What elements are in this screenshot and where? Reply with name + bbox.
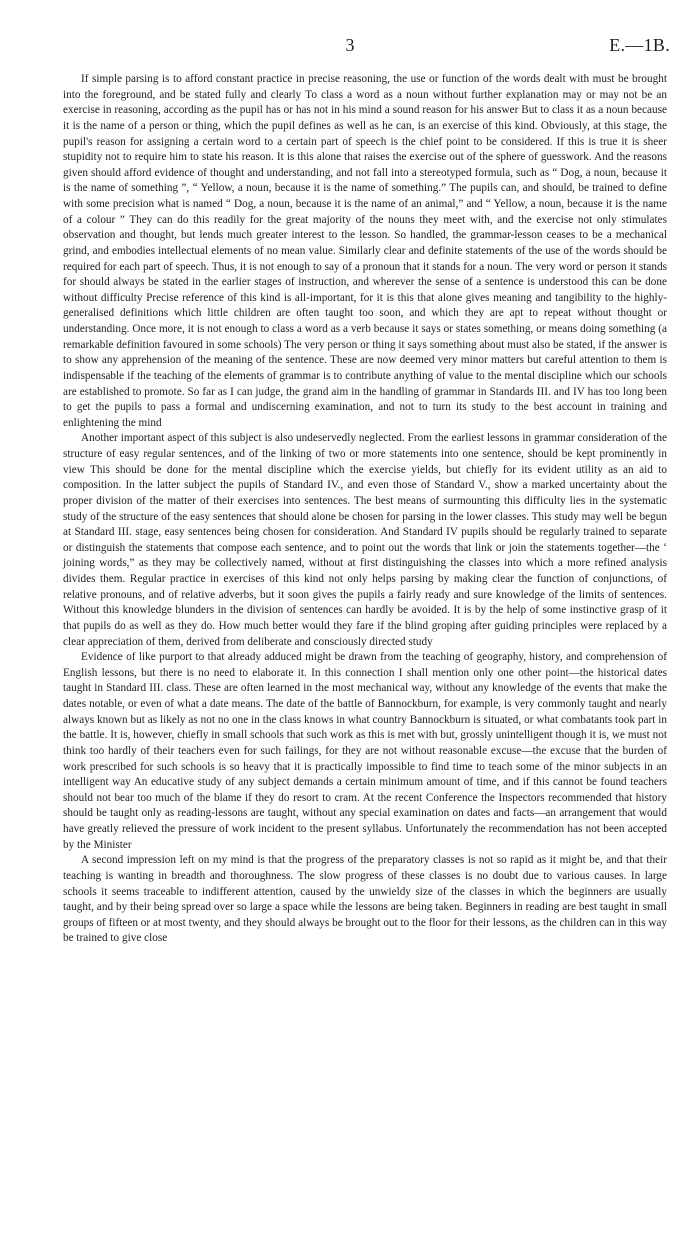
paragraph-parsing: If simple parsing is to afford constant practice in precise reasoning, the use or function of the words dealt with must be brought into the foreground, and be stated fully and clearly To class a word as a noun without further explanation may or may not be an exercise in reasoning, according as the pupil has or has not in his mind a sound reason for his answer But to class it as a noun because it is the name of a person or thing, which the pupil defines as well as he can, is an exercise of this kind. Obviously, at this stage, the pupil's reason for assigning a certain word to a certain part of speech is the chief point to be considered. If this is true it is sheer stupidity not to require him to state his reason. It is this alone that raises the exercise out of the sphere of guesswork. And the reasons given should afford evidence of thought and understanding, and not fall into a stereotyped formula, such as “ Dog, a noun, because it is the name of something ”, “ Yellow, a noun, because it is the name of something.” The pupils can, and should, be trained to define with some precision what is named “ Dog, a noun, because it is the name of an animal,” and “ Yellow, a noun, because it is the name of a colour ” They can do this readily for the great majority of the nouns they meet with, and the exercise not only stimulates observation and thought, but lends much greater interest to the lesson. So handled, the grammar-lesson ceases to be a mechanical grind, and embodies intellectual elements of no mean value. Similarly clear and definite statements of the use of the words should be required for each part of speech. Thus, it is not enough to say of a pronoun that it stands for a noun. The very word or person it stands for should always be stated in the earlier stages of instruction, and wherever the sense of a sentence is understood this can be done without difficulty Precise reference of this kind is all-important, for it is this that alone gives meaning and tangibility to the highly-generalised definitions which little children are often taught too soon, and which they are apt to repeat without thought or understanding. Once more, it is not enough to class a word as a verb because it says or states something, or means doing something (a remarkable definition favoured in some schools) The very person or thing it says something about must also be stated, if the answer is to show any apprehension of the meaning of the sentence. These are now deemed very minor matters but careful attention to them is indispensable if the teaching of the elements of grammar is to contribute anything of value to the mental discipline which our schools are established to promote. So far as I can judge, the grand aim in the handling of grammar in Standards III. and IV has too long been to get the pupils to pass a formal and undiscerning examination, and not to turn its study to the best account in training and enlightening the mind (63, 73, 667, 429)
page-header (0, 34, 700, 56)
document-reference: E.—1B. (609, 35, 670, 55)
paragraph-sentence-structure: Another important aspect of this subject is also undeservedly neglected. From the earliest lessons in grammar consideration of the structure of easy regular sentences, and of the linking of two or more statements into one sentence, should be kept prominently in view This should be done for the mental discipline which the exercise yields, but chiefly for its evident utility as an aid to composition. In the latter subject the pupils of Standard IV., and even those of Standard V., show a marked uncertainty about the proper division of the matter of their exercises into sentences. The best means of surmounting this difficulty lies in the systematic study of the structure of the easy sentences that should alone be chosen for parsing in the lower classes. This study may well be begun at Standard III. stage, easy sentences being chosen for consideration. And Standard IV pupils should be regularly trained to separate or distinguish the statements that compose each sentence, and to point out the words that link or join the statements together—the ‘ joining words,” as they may be collectively named, without at first distinguishing the classes into which a more refined analysis divides them. Regular practice in exercises of this kind not only helps parsing by making clear the function of conjunctions, of relative pronouns, and of relative adverbs, but it soon gives the pupils a fairly ready and sure knowledge of the limits of sentences. Without this knowledge blunders in the division of sentences can hardly be avoided. It is by the help of some instinctive grasp of it that pupils do as well as they do. How much better would they fare if the blind groping after guiding principles were replaced by a clear appreciation of them, derived from deliberate and consciously directed study (63, 432, 667, 648)
paragraph-preparatory-classes: A second impression left on my mind is that the progress of the preparatory classes is not so rapid as it might be, and that their teaching is wanting in breadth and thoroughness. The slow progress of these classes is no doubt due to various causes. In large schools it seems traceable to indifferent attention, caused by the unwieldy size of the classes in which the beginners are usually taught, and by their being spread over so large a space while the lessons are being taken. Beginners in reading are best taught in small groups of fifteen or at most twenty, and they should always be brought out to the floor for their lessons, as the children can in this way be trained to give close (63, 854, 667, 945)
page-number: 3 (345, 35, 355, 55)
paragraph-history-dates: Evidence of like purport to that already adduced might be drawn from the teaching of geography, history, and comprehension of English lessons, but there is no need to elaborate it. In this connection I shall mention only one other point—the historical dates taught in Standard III. class. These are often learned in the most mechanical way, without any knowledge of the events that make the dates notable, or even of what a date means. The date of the battle of Bannockburn, for example, is very commonly taught and nearly always known but as likely as not no one in the class knows in what country Bannockburn is situated, or what combatants took part in the battle. It is, however, chiefly in small schools that such work as this is met with but, grossly unintelligent though it is, we must not think too hardly of their teachers even for such failings, for they are not without reasonable excuse—the excuse that the burden of work prescribed for such schools is so heavy that it is practically impossible to find time to teach some of the minor subjects in an intelligent way An educative study of any subject demands a certain minimum amount of time, and if this cannot be found teachers should not bear too much of the blame if they do resort to cram. At the recent Conference the Inspectors recommended that history should be taught only as reading-lessons are taught, without any special examination on dates and facts—an arrangement that would have greatly relieved the pressure of work incident to the present syllabus. Unfortunately the recommendation has not been accepted by the Minister (63, 651, 667, 851)
body-text (63, 72, 667, 947)
